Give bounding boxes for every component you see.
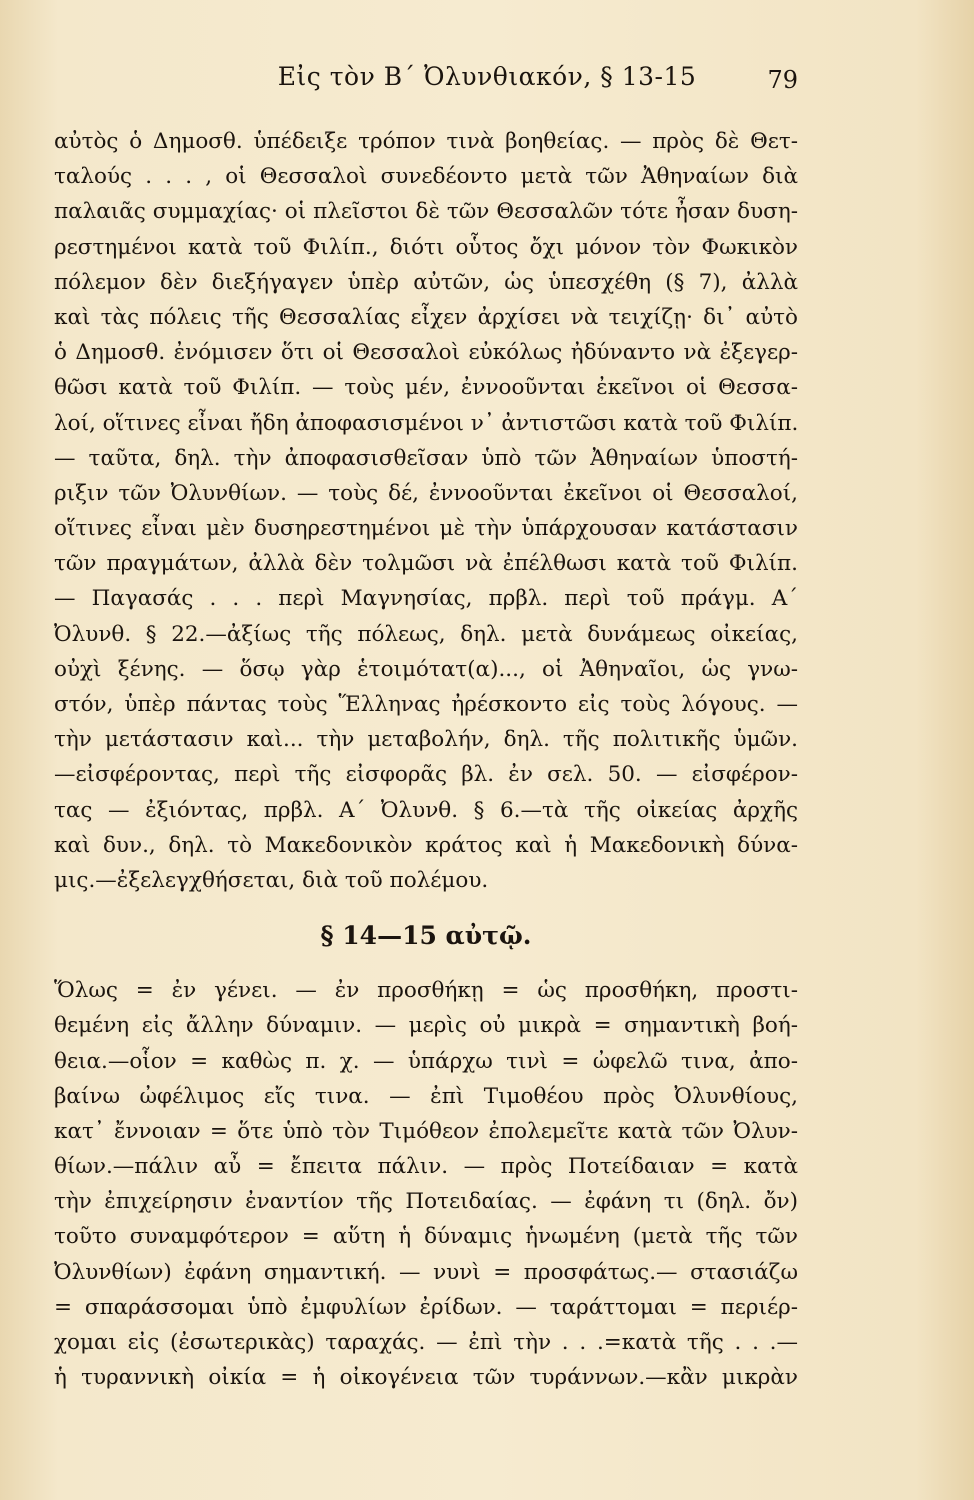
text-line: = σπαράσσομαι ὑπὸ ἐμφυλίων ἐρίδων. — ταράττομαι = περιέρ- <box>54 1294 798 1320</box>
text-line: —εἰσφέροντας, περὶ τῆς εἰσφορᾶς βλ. ἐν σελ. 50. — εἰσφέρον- <box>54 762 798 788</box>
text-line: θίων.—πάλιν αὖ = ἔπειτα πάλιν. — πρὸς Ποτείδαιαν = κατὰ <box>54 1154 798 1180</box>
text-line: ἡ τυραννικὴ οἰκία = ἡ οἰκογένεια τῶν τυράννων.—κἂν μικρὰν <box>54 1365 798 1391</box>
page-header <box>0 62 974 102</box>
text-line: πόλεμον δὲν διεξήγαγεν ὑπὲρ αὐτῶν, ὡς ὑπεσχέθη (§ 7), ἀλλὰ <box>54 269 798 295</box>
text-line: ταλούς . . . , οἱ Θεσσαλοὶ συνεδέοντο μετὰ τῶν Ἀθηναίων διὰ <box>54 164 798 190</box>
body-text <box>54 124 798 1395</box>
text-line: Ὀλυνθίων) ἐφάνη σημαντική. — νυνὶ = προσφάτως.— στασιάζω <box>54 1259 798 1285</box>
section-title: § 14—15 αὐτῷ. <box>320 921 532 951</box>
text-line: τοῦτο συναμφότερον = αὕτη ἡ δύναμις ἡνωμένη (μετὰ τῆς τῶν <box>54 1224 798 1250</box>
commentary-block-14-15 <box>54 973 798 1395</box>
text-line: Ὅλως = ἐν γένει. — ἐν προσθήκῃ = ὡς προσθήκη, προστι- <box>54 978 798 1004</box>
running-head: Εἰς τὸν Β΄ Ὀλυνθιακόν, § 13-15 <box>277 62 697 91</box>
page-number: 79 <box>767 66 798 94</box>
text-line: καὶ δυν., δηλ. τὸ Μακεδονικὸν κράτος καὶ ἡ Μακεδονικὴ δύνα- <box>54 832 798 858</box>
text-line: τὴν ἐπιχείρησιν ἐναντίον τῆς Ποτειδαίας. — ἐφάνη τι (δηλ. ὄν) <box>54 1189 798 1215</box>
text-line: οἵτινες εἶναι μὲν δυσηρεστημένοι μὲ τὴν ὑπάρχουσαν κατάστασιν <box>54 516 798 542</box>
text-line: θεια.—οἷον = καθὼς π. χ. — ὑπάρχω τινὶ = ὠφελῶ τινα, ἀπο- <box>54 1048 798 1074</box>
text-line: — Παγασάς . . . περὶ Μαγνησίας, πρβλ. περὶ τοῦ πράγμ. Α΄ <box>54 586 798 612</box>
text-line: μις.—ἐξελεγχθήσεται, διὰ τοῦ πολέμου. <box>54 867 489 893</box>
text-line: ρεστημένοι κατὰ τοῦ Φιλίπ., διότι οὗτος ὄχι μόνον τὸν Φωκικὸν <box>54 234 798 260</box>
commentary-block-13 <box>54 124 798 898</box>
text-line: ριξιν τῶν Ὀλυνθίων. — τοὺς δέ, ἐννοοῦνται ἐκεῖνοι οἱ Θεσσαλοί, <box>54 480 798 506</box>
text-line: στόν, ὑπὲρ πάντας τοὺς Ἕλληνας ἠρέσκοντο εἰς τοὺς λόγους. — <box>54 692 798 717</box>
text-line: καὶ τὰς πόλεις τῆς Θεσσαλίας εἶχεν ἀρχίσει νὰ τειχίζῃ· δι᾽ αὐτὸ <box>54 304 798 330</box>
text-line: αὐτὸς ὁ Δημοσθ. ὑπέδειξε τρόπον τινὰ βοηθείας. — πρὸς δὲ Θετ- <box>54 129 798 154</box>
text-line: λοί, οἵτινες εἶναι ἤδη ἀποφασισμένοι ν᾽ ἀντιστῶσι κατὰ τοῦ Φιλίπ. <box>54 410 798 436</box>
text-line: οὐχὶ ξένης. — ὅσῳ γὰρ ἑτοιμότατ(α)..., οἱ Ἀθηναῖοι, ὡς γνω- <box>54 656 798 682</box>
text-line: θεμένη εἰς ἄλλην δύναμιν. — μερὶς οὐ μικρὰ = σημαντικὴ βοή- <box>54 1013 798 1039</box>
text-line: Ὀλυνθ. § 22.—ἀξίως τῆς πόλεως, δηλ. μετὰ δυνάμεως οἰκείας, <box>54 621 798 647</box>
text-line: κατ᾽ ἔννοιαν = ὅτε ὑπὸ τὸν Τιμόθεον ἐπολεμεῖτε κατὰ τῶν Ὀλυν- <box>54 1118 798 1144</box>
text-line: τῶν πραγμάτων, ἀλλὰ δὲν τολμῶσι νὰ ἐπέλθωσι κατὰ τοῦ Φιλίπ. <box>54 551 798 577</box>
text-line: παλαιᾶς συμμαχίας· οἱ πλεῖστοι δὲ τῶν Θεσσαλῶν τότε ἦσαν δυση- <box>54 199 798 225</box>
text-line: τὴν μετάστασιν καὶ... τὴν μεταβολήν, δηλ. τῆς πολιτικῆς ὑμῶν. <box>54 727 798 753</box>
text-line: χομαι εἰς (ἐσωτερικὰς) ταραχάς. — ἐπὶ τὴν . . .=κατὰ τῆς . . .— <box>54 1330 798 1355</box>
text-line: βαίνω ὠφέλιμος εἴς τινα. — ἐπὶ Τιμοθέου πρὸς Ὀλυνθίους, <box>54 1083 798 1109</box>
text-line: θῶσι κατὰ τοῦ Φιλίπ. — τοὺς μέν, ἐννοοῦνται ἐκεῖνοι οἱ Θεσσα- <box>54 375 798 401</box>
text-line: ὁ Δημοσθ. ἐνόμισεν ὅτι οἱ Θεσσαλοὶ εὐκόλως ἠδύναντο νὰ ἐξεγερ- <box>54 340 798 366</box>
text-line: — ταῦτα, δηλ. τὴν ἀποφασισθεῖσαν ὑπὸ τῶν Ἀθηναίων ὑποστή- <box>54 445 798 471</box>
text-line: τας — ἐξιόντας, πρβλ. Α΄ Ὀλυνθ. § 6.—τὰ τῆς οἰκείας ἀρχῆς <box>54 797 798 823</box>
